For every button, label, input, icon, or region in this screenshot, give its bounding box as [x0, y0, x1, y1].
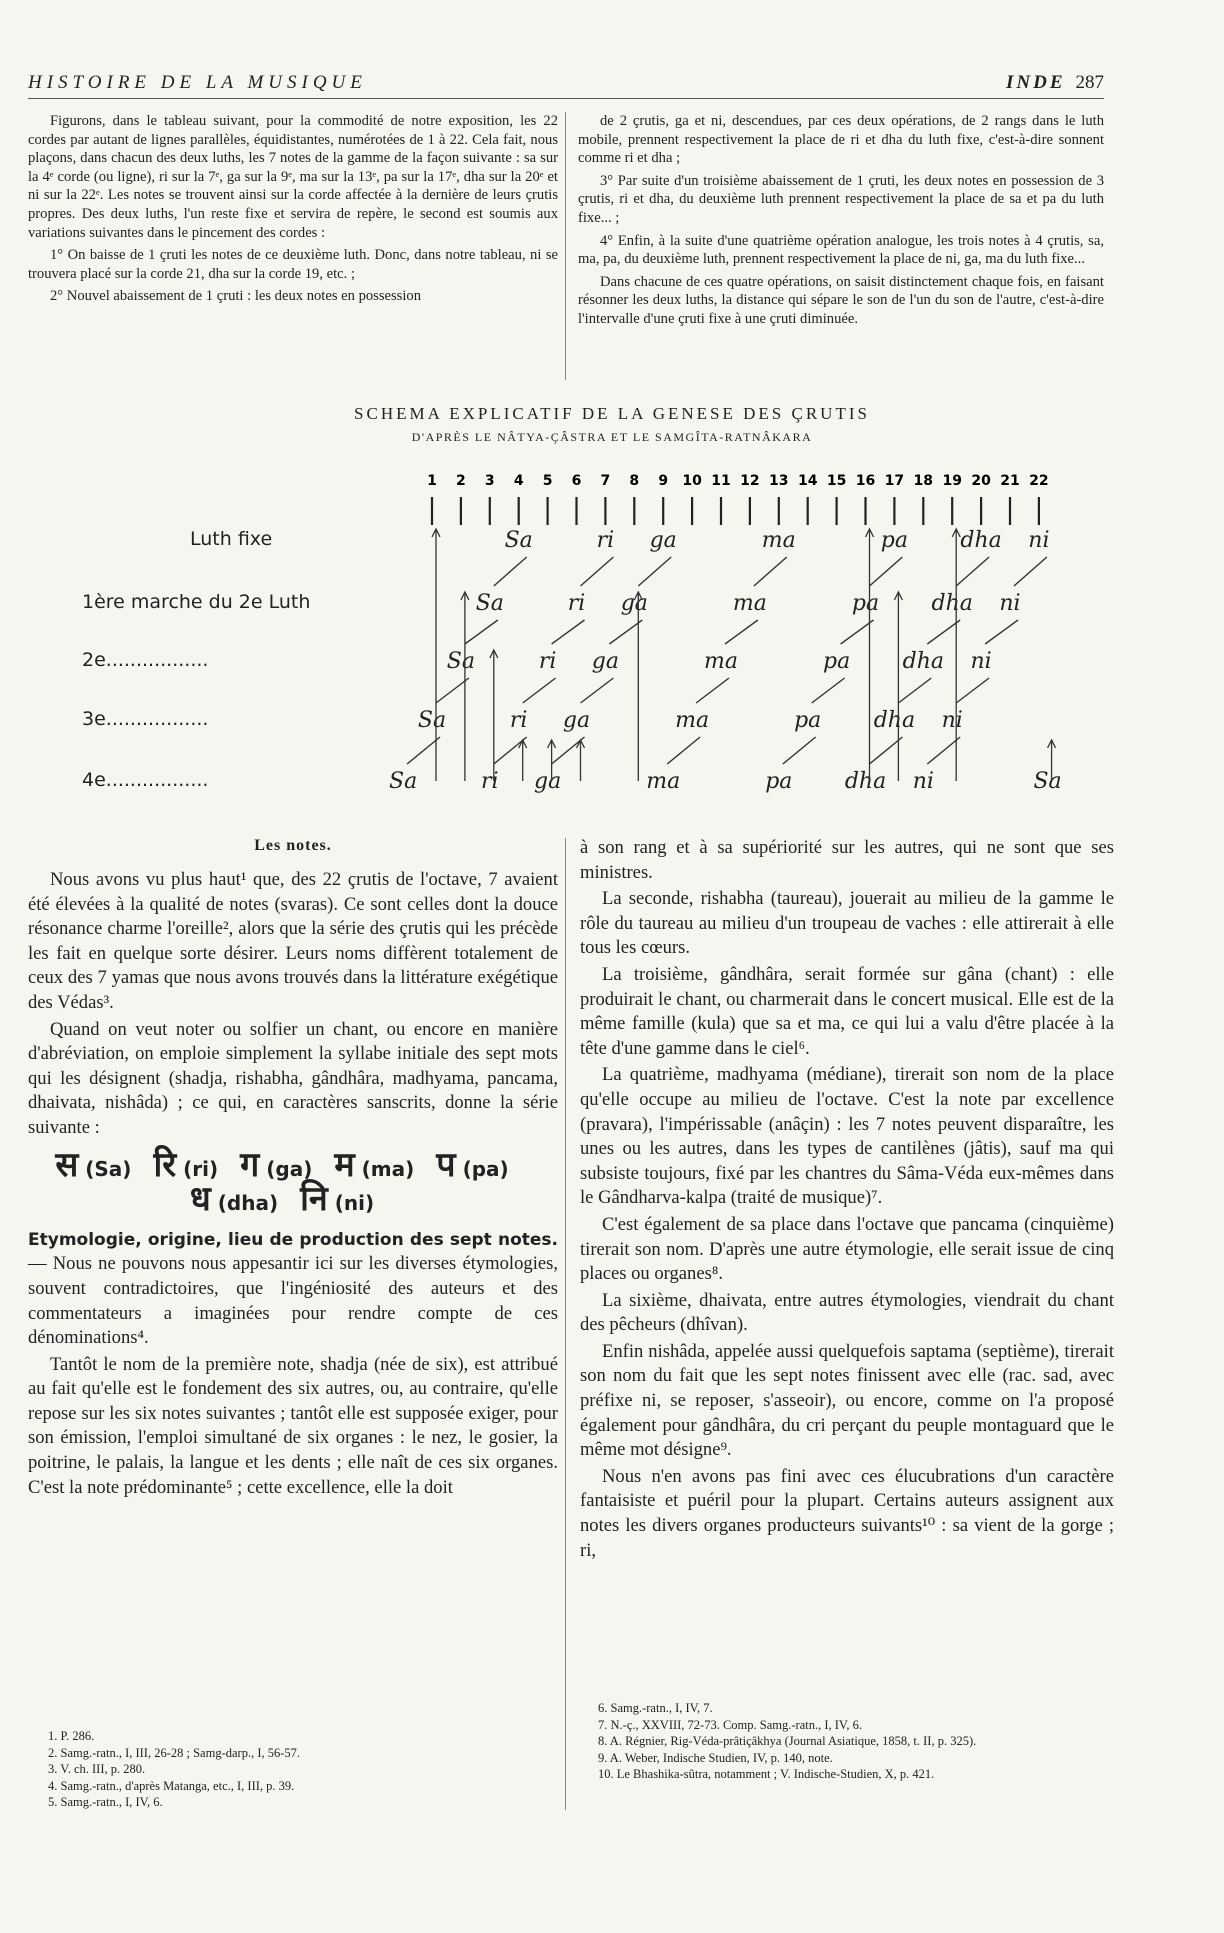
string-number: 5: [542, 473, 553, 489]
shift-stroke: [956, 678, 989, 703]
footnote: 7. N.-ç., XXVIII, 72-73. Comp. Samg.-ratn., I, IV, 6.: [598, 1717, 862, 1732]
note-label: dha: [873, 708, 916, 733]
paragraph: La seconde, rishabha (taureau), jouerait au milieu de la gamme le rôle du taureau au milieu d'un troupeau de vaches : elle attirerait à elle tous les cœurs.: [580, 888, 1114, 959]
devanagari-label: (dha): [210, 1191, 279, 1216]
string-number: 16: [855, 473, 876, 489]
note-label: ma: [675, 708, 710, 733]
note-label: Sa: [389, 769, 418, 794]
note-label: ga: [562, 708, 591, 733]
string-number: 22: [1029, 473, 1049, 489]
string-number: 17: [884, 473, 905, 489]
note-label: Sa: [446, 649, 475, 674]
column-divider: [565, 838, 566, 1718]
shift-stroke: [898, 678, 931, 703]
note-label: pa: [851, 591, 880, 616]
note-label: ri: [538, 649, 557, 674]
note-label: Sa: [475, 591, 504, 616]
footnote: 6. Samg.-ratn., I, IV, 7.: [598, 1701, 713, 1715]
note-label: ga: [649, 528, 677, 553]
top-right-column: [578, 112, 1104, 333]
notes-left-column: [28, 868, 558, 1502]
note-label: pa: [822, 649, 851, 674]
section-heading: Les notes.: [254, 837, 332, 854]
shift-stroke: [927, 737, 960, 764]
footnote: 1. P. 286.: [48, 1729, 95, 1743]
running-head: [28, 72, 1104, 98]
devanagari-label: (ma): [354, 1156, 415, 1181]
etymology-text: — Nous ne pouvons nous appesantir ici sur les diverses étymologies, souvent contradictoires, que l'ingéniosité des auteurs et des commentateurs a imaginées pour rendre compte de ces dénominations⁴.: [28, 1253, 558, 1349]
schema-title: SCHEMA EXPLICATIF DE LA GENESE DES ÇRUTIS: [354, 404, 870, 423]
shift-stroke: [870, 737, 903, 764]
shift-stroke: [609, 620, 642, 644]
string-number: 9: [658, 473, 669, 489]
row-label: 4e.................: [82, 769, 209, 791]
section-name: INDE: [1005, 72, 1066, 93]
string-number: 4: [513, 473, 524, 489]
schema-subtitle: D'APRÈS LE NÂTYA-ÇÂSTRA ET LE SAMGÎTA-RATNÂKARA: [411, 430, 813, 444]
row-label: 3e.................: [82, 708, 209, 730]
paragraph: La quatrième, madhyama (médiane), tirerait son nom de la place qu'elle occupe au milieu de l'octave. C'est la note par excellence (pravara), l'impérissable (anâçin) : les 7 notes peuvent disparaître, les unes ou les autres, dans les types de cantilènes (jâtis), sauf ma qui subsiste toujours, fixé par les chantres du Sâma-Véda eux-mêmes dans le Gândharva-kalpa (traité de musique)⁷.: [580, 1064, 1114, 1209]
footnote: 8. A. Régnier, Rig-Véda-prâtiçâkhya (Journal Asiatique, 1858, t. II, p. 325).: [598, 1734, 977, 1748]
note-label: ma: [704, 649, 738, 674]
devanagari-label: (pa): [455, 1156, 509, 1181]
devanagari-label: (Sa): [78, 1156, 132, 1181]
string-number: 7: [600, 473, 611, 489]
string-number: 11: [711, 473, 731, 489]
paragraph: Quand on veut noter ou solfier un chant, ou encore en manière d'abréviation, on emploie simplement la syllabe initiale des sept mots qui les désignent (shadja, rishabha, gândhâra, madhyama, pancama, dhaivata, nishâda) ; ce qui, en caractères sanscrits, donne la série suivante :: [28, 1018, 558, 1138]
devanagari-glyph: म: [334, 1144, 355, 1185]
string-number: 15: [826, 473, 847, 489]
footnotes-right: [598, 1700, 1118, 1783]
devanagari-glyph: नि: [300, 1179, 328, 1220]
note-label: pa: [880, 528, 909, 553]
shift-stroke: [956, 557, 989, 586]
footnote: 4. Samg.-ratn., d'après Matanga, etc., I, III, p. 39.: [48, 1778, 295, 1793]
footnote: 9. A. Weber, Indische Studien, IV, p. 140, note.: [598, 1750, 833, 1765]
shift-stroke: [552, 620, 585, 644]
footnote: 5. Samg.-ratn., I, IV, 6.: [48, 1795, 163, 1809]
string-number: 6: [571, 473, 582, 489]
devanagari-row: [28, 1144, 558, 1185]
shift-stroke: [725, 620, 758, 644]
paragraph: Nous n'en avons pas fini avec ces élucubrations d'un caractère fantaisiste et puéril pour la plupart. Certains auteurs assignent aux notes les divers organes producteurs suivants¹⁰ : sa vient de la gorge ; ri,: [580, 1465, 1114, 1561]
devanagari-label: (ga): [259, 1156, 313, 1181]
note-label: dha: [844, 769, 887, 794]
paragraph-etymology: [28, 1228, 558, 1351]
shift-stroke: [523, 678, 556, 703]
paragraph: 3° Par suite d'un troisième abaissement de 1 çruti, les deux notes en possession de 3 çrutis, ri et dha, du deuxième luth prennent respectivement la place de sa et pa du luth fixe... ;: [578, 172, 1104, 226]
note-label: ri: [596, 528, 615, 553]
note-label: ma: [761, 528, 796, 553]
string-number: 21: [1000, 473, 1020, 489]
devanagari-label: (ri): [176, 1156, 219, 1181]
note-label: Sa: [504, 528, 533, 553]
devanagari-row: [28, 1179, 558, 1220]
note-label: Sa: [417, 708, 447, 733]
note-label: ri: [481, 769, 499, 794]
paragraph: La sixième, dhaivata, entre autres étymologies, viendrait du chant des pêcheurs (dhîvan).: [580, 1289, 1114, 1336]
string-number: 13: [769, 473, 789, 489]
paragraph: de 2 çrutis, ga et ni, descendues, par ces deux opérations, de 2 rangs dans le luth mobile, prennent respectivement la place de ri et dha du luth fixe, c'est-à-dire sonnent comme ri et dha ;: [578, 113, 1104, 167]
header-rule: [28, 98, 1104, 99]
shift-stroke: [667, 737, 700, 764]
notes-right-column: [580, 836, 1114, 1565]
note-label: ga: [620, 591, 648, 616]
footnote: 10. Le Bhashika-sûtra, notamment ; V. Indische-Studien, X, p. 421.: [598, 1767, 935, 1781]
footnote-divider: [565, 1700, 566, 1810]
row-label: 1ère marche du 2e Luth: [82, 591, 311, 613]
devanagari-glyph: स: [55, 1144, 79, 1185]
note-label: Sa: [1033, 769, 1062, 794]
string-number: 18: [913, 473, 934, 489]
srutis-diagram: [0, 455, 1224, 805]
paragraph: La troisième, gândhâra, serait formée sur gâna (chant) : elle produirait le chant, ou charmerait dans le concert musical. Elle est de la même famille (kula) que sa et ma, ce qui lui a valu d'être placée à la tête d'une gamme dans le ciel⁶.: [580, 963, 1114, 1059]
shift-stroke: [783, 737, 816, 764]
note-label: ni: [941, 708, 963, 733]
note-label: ni: [1028, 528, 1050, 553]
note-label: pa: [794, 708, 822, 733]
string-number: 12: [740, 473, 760, 489]
footnote: 2. Samg.-ratn., I, III, 26-28 ; Samg-darp., I, 56-57.: [48, 1745, 301, 1760]
shift-stroke: [812, 678, 845, 703]
shift-stroke: [1014, 557, 1047, 586]
string-number: 3: [484, 473, 495, 489]
shift-stroke: [407, 737, 440, 764]
note-label: dha: [902, 649, 944, 674]
paragraph: 2° Nouvel abaissement de 1 çruti : les deux notes en possession: [50, 288, 422, 305]
etymology-heading: Etymologie, origine, lieu de production des sept notes.: [28, 1229, 558, 1250]
paragraph: Figurons, dans le tableau suivant, pour la commodité de notre exposition, les 22 cordes par autant de lignes parallèles, équidistantes, numérotées de 1 à 22. Cela fait, nous plaçons, dans chacun des deux luths, les 7 notes de la gamme de la façon suivante : sa sur la 4ᵉ corde (ou ligne), ri sur la 7ᵉ, ga sur la 9ᵉ, ma sur la 13ᵉ, pa sur la 17ᵉ, dha sur la 20ᵉ et ni sur la 22ᵉ. Les notes se trouvent ainsi sur la corde affectée à la dernière de leurs çrutis propres. Des deux luths, l'un reste fixe et servira de repère, le second est soumis aux variations suivantes dans le pincement des cordes :: [28, 113, 558, 241]
shift-stroke: [696, 678, 729, 703]
shift-stroke: [581, 557, 614, 586]
note-label: ma: [732, 591, 767, 616]
note-label: ga: [591, 649, 620, 674]
shift-stroke: [841, 620, 874, 644]
shift-stroke: [927, 620, 960, 644]
note-label: ri: [567, 591, 586, 616]
paragraph: Enfin nishâda, appelée aussi quelquefois saptama (septième), tirerait son nom du fait que les sept notes finissent avec elle (rac. sad, avec préfixe ni, se reposer, s'asseoir), ou encore, comme on l'a proposé également pour gândhâra, du cri perçant du peuple montaguard que le même mot désigne⁹.: [580, 1340, 1114, 1461]
column-divider: [565, 112, 566, 380]
note-label: ri: [509, 708, 528, 733]
shift-stroke: [494, 557, 527, 586]
row-label: Luth fixe: [190, 528, 273, 550]
shift-stroke: [581, 678, 614, 703]
note-label: ga: [533, 769, 562, 794]
page-number: 287: [1075, 72, 1104, 93]
string-number: 8: [629, 473, 640, 489]
paragraph: 4° Enfin, à la suite d'une quatrième opération analogue, les trois notes à 4 çrutis, sa, ma, pa, du deuxième luth, prennent respectivement la place de ni, ga, ma du luth fixe...: [578, 232, 1104, 268]
shift-stroke: [985, 620, 1018, 644]
note-label: ni: [970, 649, 992, 674]
note-label: ni: [912, 769, 934, 794]
string-number: 1: [427, 473, 437, 489]
shift-stroke: [754, 557, 787, 586]
paragraph: Nous avons vu plus haut¹ que, des 22 çrutis de l'octave, 7 avaient été élevées à la qualité de notes (svaras). Ce sont celles dont la douce résonance charme l'oreille², alors que la série des çrutis qui les précède les fait en quelque sorte désirer. Leurs noms diffèrent totalement de ceux des 7 yamas que nous avons trouvés dans la littérature exégétique des Védas³.: [28, 869, 558, 1013]
paragraph: 1° On baisse de 1 çruti les notes de ce deuxième luth. Donc, dans notre tableau, ni se trouvera placé sur la corde 21, dha sur la corde 19, etc. ;: [28, 247, 558, 282]
running-section: [1006, 72, 1104, 94]
paragraph: Dans chacune de ces quatre opérations, on saisit distinctement chaque fois, en faisant résonner les deux luths, la distance qui sépare le son de l'un du son de l'autre, c'est-à-dire l'intervalle d'une çruti fixe à une çruti diminuée.: [578, 273, 1104, 327]
footnote: 3. V. ch. III, p. 280.: [48, 1762, 146, 1776]
shift-stroke: [638, 557, 671, 586]
paragraph: Tantôt le nom de la première note, shadja (née de six), est attribué au fait qu'elle est le fondement des six autres, ou, au contraire, qu'elle repose sur les six notes suivantes ; tantôt elle est supposée exiger, pour son émission, l'emploi simultané de six organes : le nez, le gosier, la poitrine, le palais, la langue et les dents ; elle naît de ces six organes. C'est la note prédominante⁵ ; cette excellence, elle la doit: [28, 1353, 558, 1498]
shift-stroke: [436, 678, 469, 703]
top-left-column: [28, 112, 558, 310]
devanagari-glyph: प: [436, 1144, 456, 1185]
devanagari-label: (ni): [327, 1191, 375, 1216]
shift-stroke: [465, 620, 498, 644]
string-number: 10: [682, 473, 702, 489]
shift-stroke: [870, 557, 903, 586]
note-label: ni: [999, 591, 1021, 616]
devanagari-glyph: ग: [240, 1144, 260, 1185]
string-number: 19: [942, 473, 962, 489]
string-number: 14: [797, 473, 818, 489]
paragraph: C'est également de sa place dans l'octave que pancama (cinquième) tirerait son nom. D'après une autre étymologie, elle serait issue de cinq places ou organes⁸.: [580, 1213, 1114, 1285]
note-label: ma: [646, 769, 681, 794]
paragraph: à son rang et à sa supériorité sur les autres, qui ne sont que ses ministres.: [580, 837, 1114, 883]
footnotes-left: [48, 1728, 548, 1811]
note-label: dha: [960, 528, 1002, 553]
row-label: 2e.................: [82, 649, 209, 671]
note-label: pa: [765, 769, 793, 794]
running-title: HISTOIRE DE LA MUSIQUE: [28, 72, 367, 93]
devanagari-glyph: ध: [189, 1179, 211, 1220]
devanagari-glyph: रि: [153, 1144, 177, 1185]
string-number: 2: [456, 473, 466, 489]
string-number: 20: [971, 473, 991, 489]
note-label: dha: [931, 591, 973, 616]
